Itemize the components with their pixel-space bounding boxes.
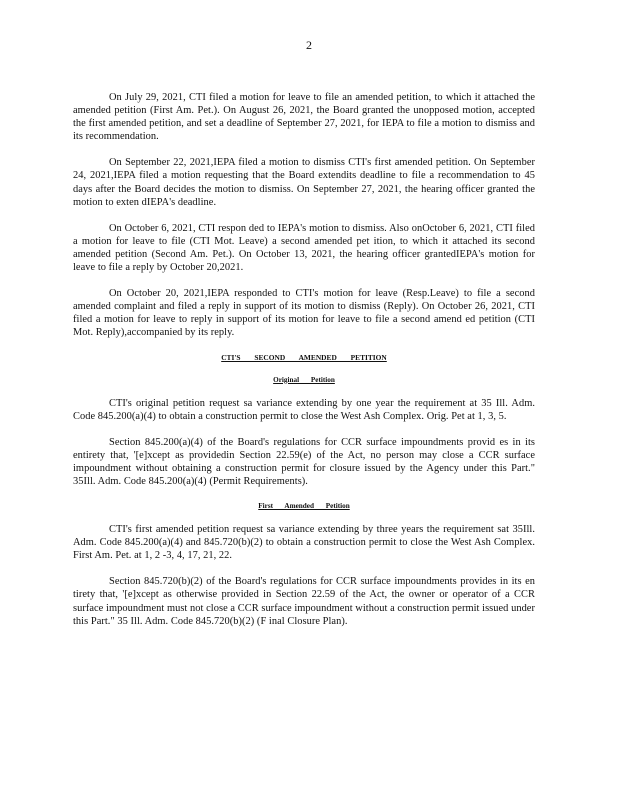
paragraph-first-amended-2: Section 845.720(b)(2) of the Board's regulations for CCR surface impoundments provides in its en tirety that, '[e]xcept as otherwise provided in Section 22.59 of the Act, the owner or operator of a CCR surface impoundment must not close a CCR surface impoundment without a construction permit issued under this Part." 35 Ill. Adm. Code 845.720(b)(2) (F inal Closure Plan). — [73, 576, 535, 627]
page-number: 2 — [306, 38, 312, 52]
document-body — [73, 91, 535, 641]
paragraph-procedural-history-1: On July 29, 2021, CTI filed a motion for leave to file an amended petition, to which it attached the amended petition (First Am. Pet.). On August 26, 2021, the Board granted the unopposed motion, accepted the first amended petition, and set a deadline of September 27, 2021, for IEPA to file a motion to dismiss and its recommendation. — [73, 92, 535, 143]
paragraph-procedural-history-3: On October 6, 2021, CTI respon ded to IEPA's motion to dismiss. Also onOctober 6, 2021, CTI filed a motion for leave to file (CTI Mot. Leave) a second amended pet ition, to which it attached its second amended petition (Second Am. Pet.). On October 13, 2021, the hearing officer grantedIEPA's motion for leave to file a reply by October 20,2021. — [73, 222, 535, 274]
section-heading-text: CTI'S SECOND AMENDED PETITION — [221, 352, 387, 362]
subheading-original-petition — [73, 375, 535, 385]
subheading-first-amended-petition — [73, 501, 535, 511]
paragraph-procedural-history-4: On October 20, 2021,IEPA responded to CTI's motion for leave (Resp.Leave) to file a second amended complaint and filed a reply in support of its motion to dismiss (Reply). On October 26, 2021, CTI filed a motion for leave to reply in support of its motion for leave to file a second amend ed petition (CTI Mot. Reply),accompanied by its reply. — [73, 288, 535, 339]
paragraph-procedural-history-2: On September 22, 2021,IEPA filed a motion to dismiss CTI's first amended petition. On September 24, 2021,IEPA filed a motion requesting that the Board extendits deadline to file a recommendation to 45 days after the Board decides the motion to dismiss. On September 27, 2021, the hearing officer granted the motion to exten dIEPA's deadline. — [73, 157, 535, 208]
section-heading — [73, 353, 535, 363]
subheading-original-petition-text: Original Petition — [273, 375, 335, 384]
subheading-first-amended-petition-text: First Amended Petition — [258, 502, 350, 511]
paragraph-original-petition-1: CTI's original petition request sa variance extending by one year the requirement at 35 Ill. Adm. Code 845.200(a)(4) to obtain a construction permit to close the West Ash Complex. Orig. Pet at 1, 3, 5. — [73, 397, 535, 422]
paragraph-first-amended-1: CTI's first amended petition request sa variance extending by three years the requirement sat 35Ill. Adm. Code 845.200(a)(4) and 845.720(b)(2) to obtain a construction permit to close the West Ash Complex. First Am. Pet. at 1, 2 -3, 4, 17, 21, 22. — [73, 524, 535, 562]
paragraph-original-petition-2: Section 845.200(a)(4) of the Board's regulations for CCR surface impoundments provid es in its entirety that, '[e]xcept as providedin Section 22.59(e) of the Act, no person may close a CCR surface impoundment without obtaining a construction permit for closure issued by the Agency under this Part." 35Ill. Adm. Code 845.200(a)(4) (Permit Requirements). — [73, 436, 535, 487]
